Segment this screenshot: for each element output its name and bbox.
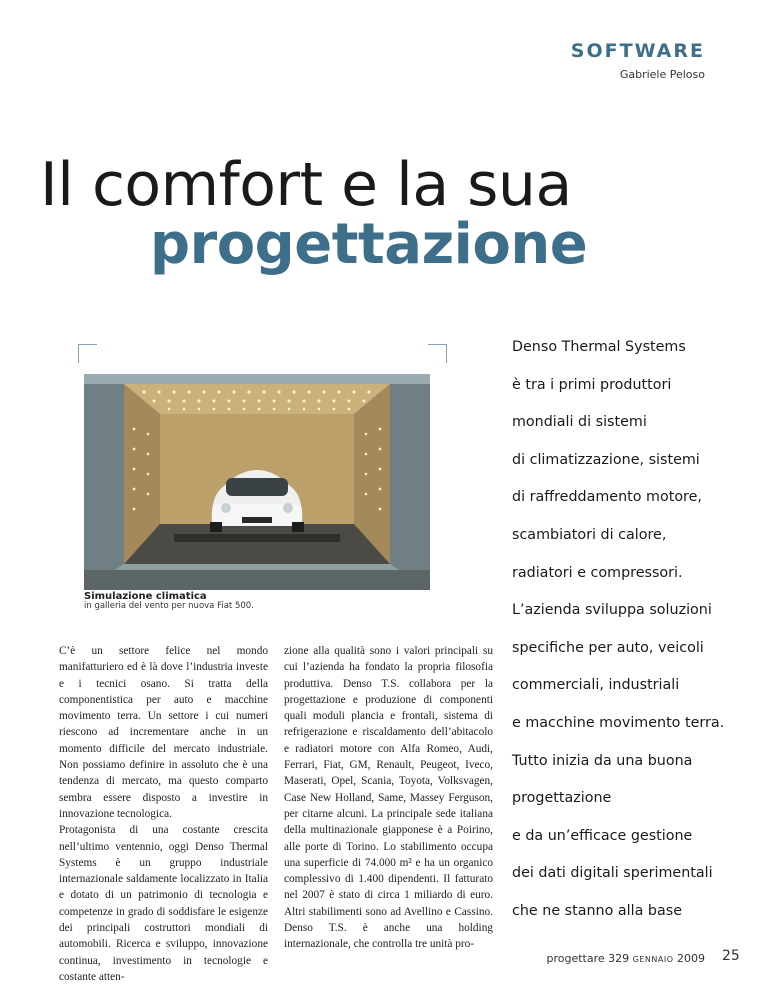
intro-line: e macchine movimento terra.: [512, 714, 725, 731]
title-line-2: progettazione: [150, 212, 588, 277]
page-footer: [546, 952, 705, 965]
caption-title: Simulazione climatica: [84, 591, 207, 602]
wind-tunnel-photo: [84, 374, 430, 590]
intro-line: che ne stanno alla base: [512, 902, 682, 919]
intro-line: e da un’efficace gestione: [512, 827, 693, 844]
body-paragraph: zione alla qualità sono i valori principali su cui l’azienda ha fondato la propria filosofia produttiva. Denso T.S. collabora per la progettazione e produzione di componenti quali moduli plancia e frontali, sistema di refrigerazione e riscaldamento dell’abitacolo e radiatori motore con Alfa Romeo, Audi, Ferrari, Fiat, GM, Renault, Peugeot, Iveco, Maserati, Opel, Scania, Toyota, Volksvagen, Case New Holland, Same, Massey Ferguson, per citarne alcuni. La principale sede italiana della multinazionale giapponese è a Poirino, alle porte di Torino. Lo stabilimento occupa una superficie di 74.000 m² e ha un organico complessivo di 1.400 dipendenti. Il fatturato nel 2007 è stato di circa 1 miliardo di euro. Altri stabilimenti sono ad Avellino e Cassino. Denso T.S. è anche una holding internazionale, che controlla tre unità pro-: [284, 645, 493, 951]
page-number: 25: [722, 948, 740, 964]
photo-frame-corner-left: [78, 344, 97, 363]
intro-line: di raffreddamento motore,: [512, 489, 702, 506]
intro-line: specifiche per auto, veicoli: [512, 639, 704, 656]
caption-text: in galleria del vento per nuova Fiat 500.: [84, 601, 254, 611]
intro-line: scambiatori di calore,: [512, 526, 667, 543]
intro-line: mondiali di sistemi: [512, 414, 647, 431]
intro-line: Tutto inizia da una buona: [512, 752, 693, 769]
issue-year: 2009: [677, 952, 705, 965]
intro-line: è tra i primi produttori: [512, 376, 672, 393]
photo-frame-corner-right: [428, 344, 447, 363]
intro-line: progettazione: [512, 790, 612, 807]
author-name: Gabriele Peloso: [619, 68, 705, 81]
intro-line: dei dati digitali sperimentali: [512, 865, 713, 882]
body-column-2: [284, 643, 493, 953]
body-paragraph: C’è un settore felice nel mondo manifatturiero ed è là dove l’industria investe e i tecnici osano. Si tratta della componentistica per auto e macchine movimento terra. Un settore i cui numeri riescono ad incrementare anche in un momento difficile del mercato industriale. Non possiamo definire in assoluto che è una tendenza di mercato, ma questo comparto sembra essere disposto a investire in innovazione tecnologica.: [59, 645, 268, 820]
title-line-1: Il comfort e la sua: [40, 150, 572, 220]
intro-text: [512, 337, 752, 939]
intro-line: L’azienda sviluppa soluzioni: [512, 602, 712, 619]
body-column-1: [59, 643, 268, 985]
intro-line: radiatori e compressori.: [512, 564, 683, 581]
magazine-issue: progettare 329: [546, 952, 630, 965]
intro-line: di climatizzazione, sistemi: [512, 451, 700, 468]
issue-month: GENNAIO: [632, 955, 674, 964]
intro-line: Denso Thermal Systems: [512, 339, 686, 355]
intro-line: commerciali, industriali: [512, 677, 680, 694]
body-paragraph: Protagonista di una costante crescita nell’ultimo ventennio, oggi Denso Thermal Systems è un gruppo industriale internazionale saldamente localizzato in Italia e dotato di un patrimonio di tecnologia e competenze in grado di soddisfare le esigenze dei principali costruttori mondiali di automobili. Ricerca e sviluppo, innovazione continua, investimento in tecnologie e costante atten-: [59, 824, 268, 983]
section-label: SOFTWARE: [570, 40, 705, 62]
